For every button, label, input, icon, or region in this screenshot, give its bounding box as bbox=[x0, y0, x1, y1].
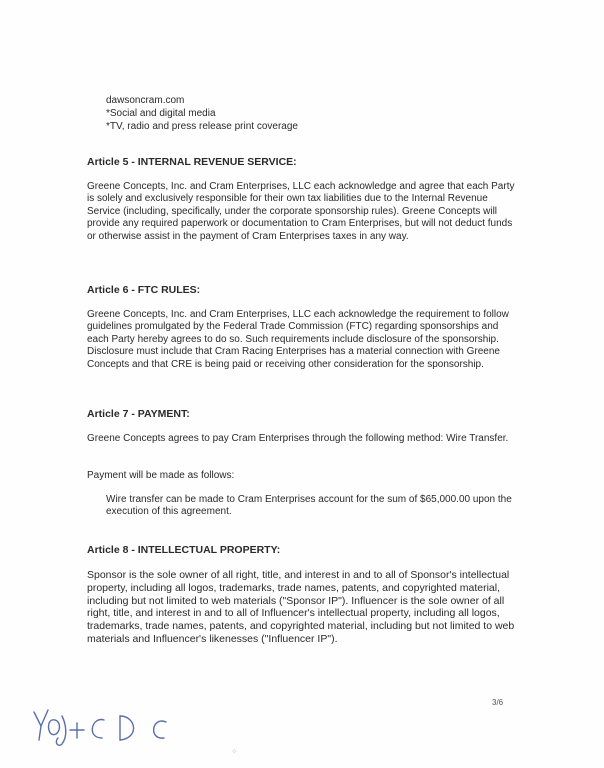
article-5-paragraph: Greene Concepts, Inc. and Cram Enterprises, LLC each acknowledge and agree that each Party is solely and exclusively responsible for their own tax liabilities due to the Internal Revenue Service (including, specifically, under the corporate sponsorship rules). Greene Concepts will provide any required paperwork or documentation to Cram Enterprises, but will not deduct funds or otherwise assist in the payment of Cram Enterprises taxes in any way. bbox=[87, 181, 515, 242]
article-7-paragraph-terms: Payment will be made as follows: bbox=[87, 470, 235, 481]
article-7-heading: Article 7 - PAYMENT: bbox=[87, 408, 190, 420]
promotion-list bbox=[106, 94, 298, 133]
promotion-line-social: *Social and digital media bbox=[106, 108, 216, 119]
article-7-paragraph-method: Greene Concepts agrees to pay Cram Enterprises through the following method: Wire Transfer. bbox=[87, 433, 509, 444]
promotion-line-tv: *TV, radio and press release print coverage bbox=[106, 121, 298, 132]
article-7-paragraph-wire: Wire transfer can be made to Cram Enterprises account for the sum of $65,000.00 upon the execution of this agreement. bbox=[106, 494, 512, 518]
article-6-paragraph: Greene Concepts, Inc. and Cram Enterprises, LLC each acknowledge the requirement to follow guidelines promulgated by the Federal Trade Commission (FTC) regarding sponsorships and each Party hereby agrees to do so. Such requirements include disclosure of the sponsorship. Disclosure must include that Cram Racing Enterprises has a material connection with Greene Concepts and that CRE is being paid or receiving other consideration for the sponsorship. bbox=[87, 309, 509, 370]
article-8-heading: Article 8 - INTELLECTUAL PROPERTY: bbox=[87, 544, 281, 556]
scan-mark: ✧ bbox=[231, 747, 238, 756]
article-6-heading: Article 6 - FTC RULES: bbox=[87, 284, 201, 296]
page-number: 3/6 bbox=[492, 698, 504, 707]
article-8-paragraph: Sponsor is the sole owner of all right, title, and interest in and to all of Sponsor's intellectual property, including all logos, trademarks, trade names, patents, and copyrighted material, including but not limited to web materials ("Sponsor IP"). Influencer is the sole owner of all right, title, and interest in and to all of Influencer's intellectual property, including all logos, trademarks, trade names, patents, and copyrighted material, including but not limited to web materials and Influencer's likenesses ("Influencer IP"). bbox=[87, 569, 515, 645]
handwritten-initials bbox=[28, 700, 188, 750]
promotion-line-website: dawsoncram.com bbox=[106, 95, 185, 106]
article-5-heading: Article 5 - INTERNAL REVENUE SERVICE: bbox=[87, 156, 297, 168]
